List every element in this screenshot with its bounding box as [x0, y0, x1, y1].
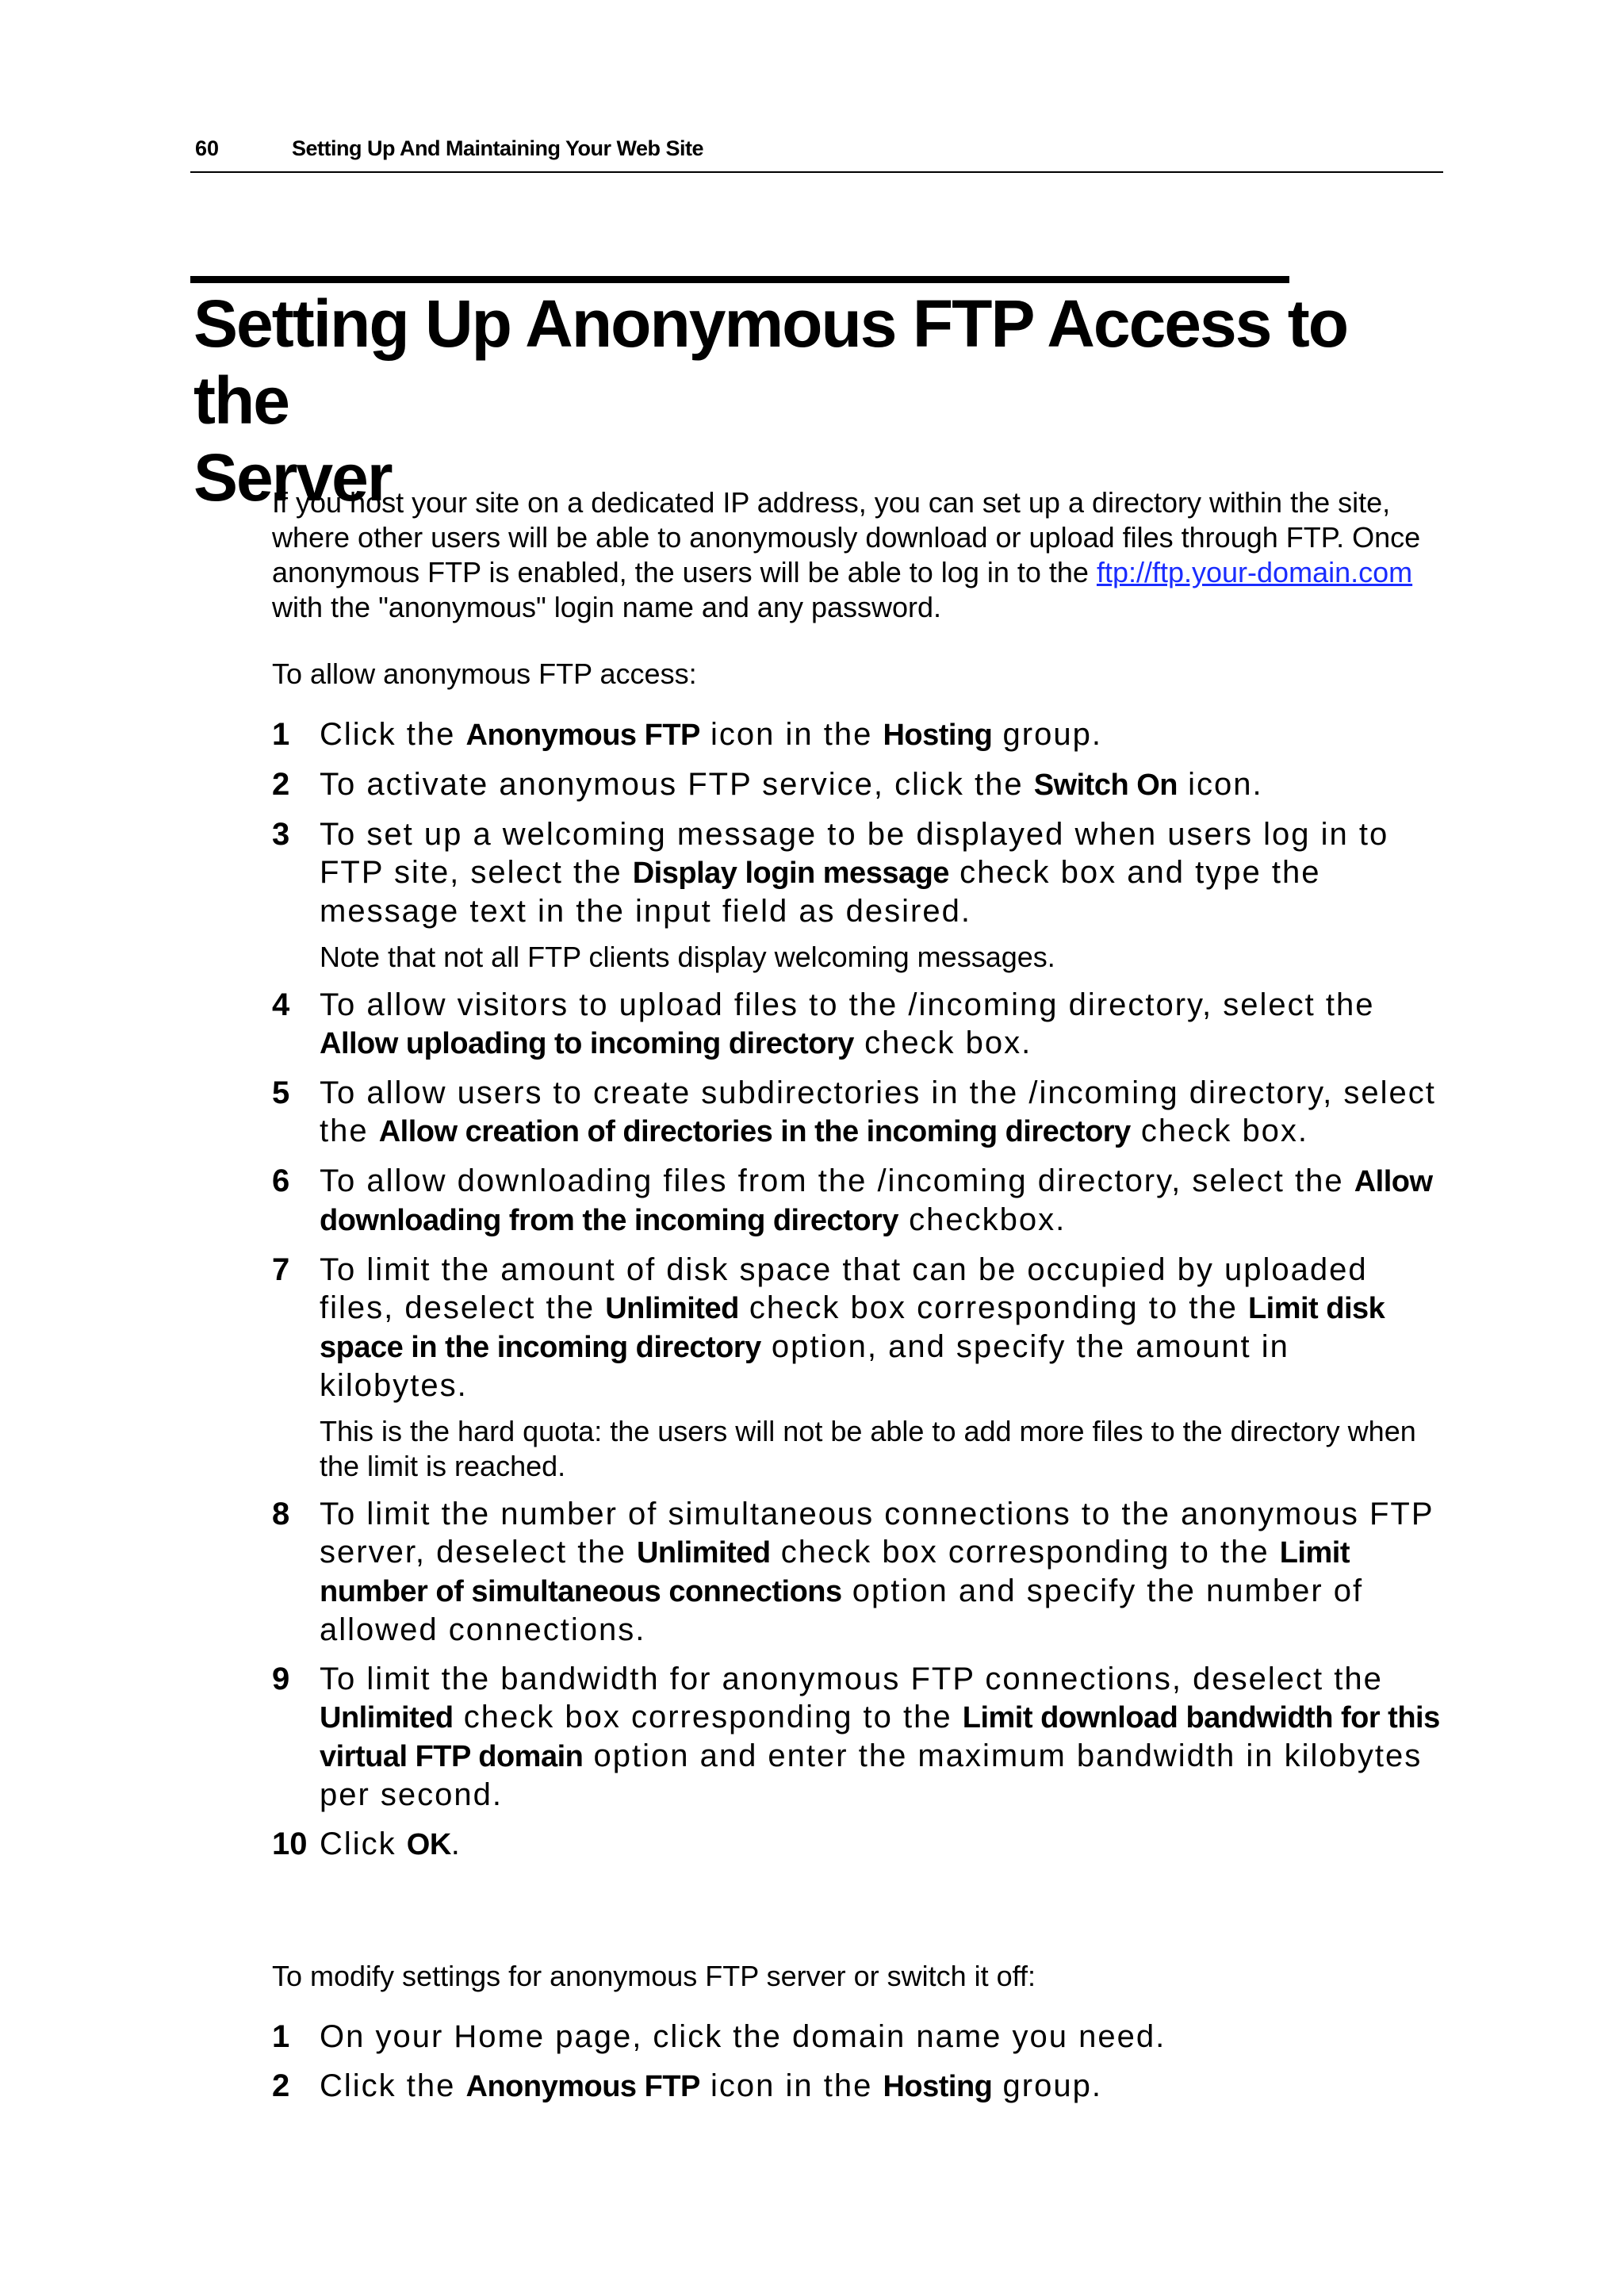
step-text: To limit the bandwidth for anonymous FTP connections, deselect the [320, 1662, 1383, 1696]
ui-term: Unlimited [636, 1536, 771, 1570]
step-number: 4 [272, 987, 290, 1022]
step-text: check box. [1130, 1114, 1309, 1148]
step-item [272, 2067, 1446, 2106]
step-text: To limit the amount of disk space that can be occupied by uploaded files, deselect the [320, 1252, 1368, 1325]
section-title-line1: Setting Up Anonymous FTP Access to the [193, 286, 1348, 438]
ui-term: Anonymous FTP [465, 2070, 700, 2103]
ui-term: Hosting [883, 2070, 993, 2103]
section-title [193, 286, 1367, 516]
step-text: option and specify the number of allowed connections. [320, 1573, 1364, 1647]
step-text: icon in the [699, 717, 883, 752]
step-text: To allow visitors to upload files to the /incoming directory, select the [320, 987, 1375, 1022]
step-text: icon in the [699, 2068, 883, 2103]
intro-paragraph [272, 485, 1446, 625]
step-number: 8 [272, 1497, 290, 1531]
step-text: option and enter the maximum bandwidth in kilobytes per second. [320, 1738, 1423, 1812]
step-number: 6 [272, 1163, 290, 1198]
ui-term: OK [406, 1828, 451, 1861]
step-item [272, 1251, 1446, 1484]
ui-term: Unlimited [605, 1292, 739, 1325]
step-item [272, 815, 1446, 975]
step-number: 9 [272, 1662, 290, 1696]
intro-text: If you host your site on a dedicated IP address, you can set up a directory within the site, where other users will be able to anonymously download or upload files through FTP. Once anonymous FTP is enabled, the users will be able to log in to the [272, 486, 1421, 588]
step-number: 1 [272, 717, 290, 752]
step-text: To activate anonymous FTP service, click the [320, 767, 1034, 802]
page-header [190, 133, 1443, 173]
step-text: . [450, 1826, 462, 1861]
ui-term: Limit download bandwidth for this virtual FTP domain [320, 1701, 1440, 1773]
step-item [272, 2018, 1446, 2056]
step-item [272, 715, 1446, 754]
step-text: On your Home page, click the domain name you need. [320, 2019, 1166, 2054]
step-text: group. [992, 2068, 1102, 2103]
step-item [272, 1162, 1446, 1240]
intro-text-end: with the "anonymous" login name and any password. [272, 591, 942, 623]
step-text: To allow downloading files from the /incoming directory, select the [320, 1163, 1354, 1198]
step-item [272, 1495, 1446, 1649]
step-number: 3 [272, 817, 290, 852]
ui-term: Display login message [632, 857, 949, 890]
step-text: option, and specify the amount in kilobytes. [320, 1329, 1289, 1403]
ui-term: Allow downloading from the incoming directory [320, 1165, 1433, 1237]
ui-term: Hosting [883, 719, 993, 752]
ui-term: Anonymous FTP [465, 719, 700, 752]
procedure2-steps [272, 2018, 1446, 2106]
step-text: Click the [320, 2068, 466, 2103]
step-number: 5 [272, 1075, 290, 1110]
step-item [272, 1074, 1446, 1151]
step-number: 1 [272, 2019, 290, 2054]
page-number: 60 [195, 136, 220, 160]
step-note: Note that not all FTP clients display welcoming messages. [320, 941, 1055, 973]
ui-term: Allow uploading to incoming directory [320, 1027, 854, 1060]
page-content [272, 485, 1446, 2106]
ui-term: Allow creation of directories in the incoming directory [378, 1115, 1131, 1148]
ui-term: Switch On [1033, 769, 1178, 802]
step-text: check box corresponding to the [738, 1290, 1248, 1325]
ftp-link[interactable]: ftp://ftp.your-domain.com [1096, 556, 1413, 588]
procedure1-steps [272, 715, 1446, 1864]
step-number: 2 [272, 767, 290, 802]
step-text: Click [320, 1826, 407, 1861]
procedure1-lead: To allow anonymous FTP access: [272, 657, 697, 690]
ui-term: Unlimited [320, 1701, 454, 1734]
section-title-line2: Server [193, 440, 392, 515]
step-text: To limit the number of simultaneous connections to the anonymous FTP server, deselect the [320, 1497, 1434, 1570]
procedure2-lead: To modify settings for anonymous FTP server or switch it off: [272, 1960, 1036, 1992]
step-text: check box and type the message text in the input field as desired. [320, 855, 1321, 929]
step-note: This is the hard quota: the users will not be able to add more files to the directory when the limit is reached. [320, 1415, 1416, 1482]
step-text: To set up a welcoming message to be displayed when users log in to FTP site, select the [320, 817, 1389, 890]
step-item [272, 765, 1446, 804]
step-text: To allow users to create subdirectories in the /incoming directory, select the [320, 1075, 1436, 1148]
step-number: 10 [272, 1826, 308, 1861]
title-rule [190, 276, 1289, 283]
ui-term: Limit number of simultaneous connections [320, 1536, 1350, 1608]
step-item [272, 1660, 1446, 1814]
step-text: Click the [320, 717, 466, 752]
step-text: icon. [1178, 767, 1263, 802]
step-text: check box corresponding to the [453, 1700, 963, 1734]
step-text: checkbox. [898, 1202, 1067, 1237]
step-item [272, 986, 1446, 1063]
step-item [272, 1825, 1446, 1864]
step-text: check box corresponding to the [770, 1535, 1280, 1570]
running-title: Setting Up And Maintaining Your Web Site [292, 136, 703, 160]
step-number: 2 [272, 2068, 290, 2103]
step-text: check box. [853, 1025, 1032, 1060]
step-number: 7 [272, 1252, 290, 1287]
ui-term: Limit disk space in the incoming directory [320, 1292, 1385, 1364]
step-text: group. [992, 717, 1102, 752]
